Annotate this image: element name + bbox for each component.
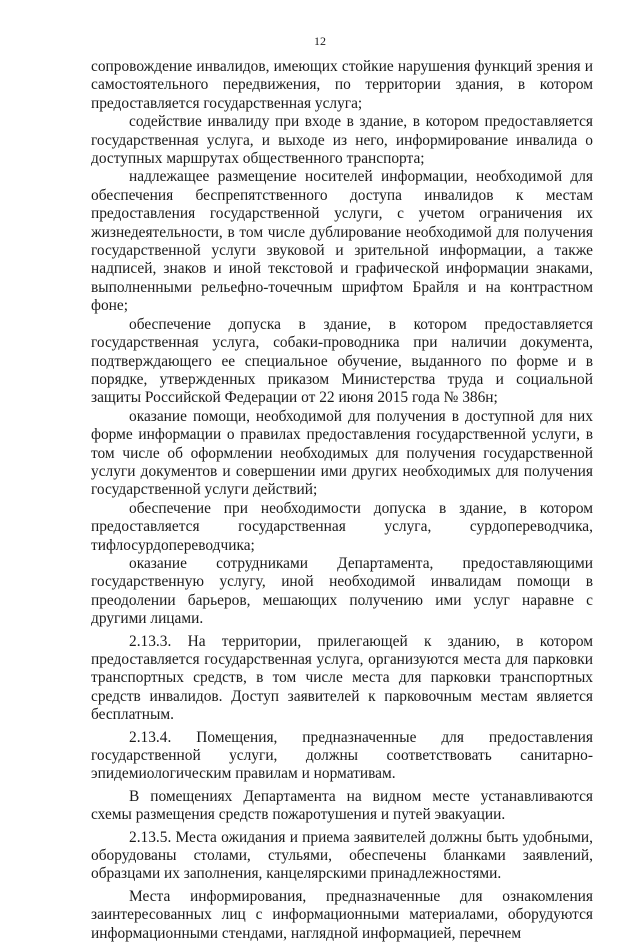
paragraph-escort-disabled: сопровождение инвалидов, имеющих стойкие нарушения функций зрения и самостоятельного передвижения, по территории здания, в котором предоставляется государственная услуга; [91,58,593,112]
page-number: 12 [314,34,326,48]
document-body [91,58,593,943]
paragraph-information-assistance: оказание помощи, необходимой для получения в доступной для них форме информации о правилах предоставления государственной услуги, в том числе об оформлении необходимых для получения государственной услуги документов и совершении ими других необходимых для получения государственной услуги действий; [91,407,593,499]
paragraph-guide-dog-admission: обеспечение допуска в здание, в котором предоставляется государственная услуга, собаки-проводника при наличии документа, подтверждающего ее специальное обучение, выданного по форме и в порядке, утвержденных приказом Министерства труда и социальной защиты Российской Федерации от 22 июня 2015 года № 386н; [91,315,593,407]
paragraph-2-13-5-waiting-areas: 2.13.5. Места ожидания и приема заявителей должны быть удобными, оборудованы столами, стульями, обеспечены бланками заявлений, образцами их заполнения, канцелярскими принадлежностями. [91,828,593,883]
paragraph-staff-assistance: оказание сотрудниками Департамента, предоставляющими государственную услугу, иной необходимой инвалидам помощи в преодолении барьеров, мешающих получению ими услуг наравне с другими лицами. [91,554,593,628]
paragraph-sign-interpreter: обеспечение при необходимости допуска в здание, в котором предоставляется государственная услуга, сурдопереводчика, тифлосурдопереводчика; [91,499,593,554]
paragraph-evacuation-schemes: В помещениях Департамента на видном месте устанавливаются схемы размещения средств пожаротушения и путей эвакуации. [91,787,593,824]
paragraph-2-13-3-parking: 2.13.3. На территории, прилегающей к зданию, в котором предоставляется государственная услуга, организуются места для парковки транспортных средств, в том числе места для парковки транспортных средств инвалидов. Доступ заявителей к парковочным местам является бесплатным. [91,632,593,724]
paragraph-entrance-assistance: содействие инвалиду при входе в здание, в котором предоставляется государственная услуга, и выходе из него, информирование инвалида о доступных маршрутах общественного транспорта; [91,113,593,168]
paragraph-2-13-4-premises: 2.13.4. Помещения, предназначенные для предоставления государственной услуги, должны соответствовать санитарно-эпидемиологическим правилам и нормативам. [91,728,593,783]
paragraph-information-places: Места информирования, предназначенные для ознакомления заинтересованных лиц с информационными материалами, оборудуются информационными стендами, наглядной информацией, перечнем [91,887,593,942]
paragraph-information-placement: надлежащее размещение носителей информации, необходимой для обеспечения беспрепятственного доступа инвалидов к местам предоставления государственной услуги, с учетом ограничения их жизнедеятельности, в том числе дублирование необходимой для получения государственной услуги звуковой и зрительной информации, а также надписей, знаков и иной текстовой и графической информации знаками, выполненными рельефно-точечным шрифтом Брайля и на контрастном фоне; [91,168,593,315]
